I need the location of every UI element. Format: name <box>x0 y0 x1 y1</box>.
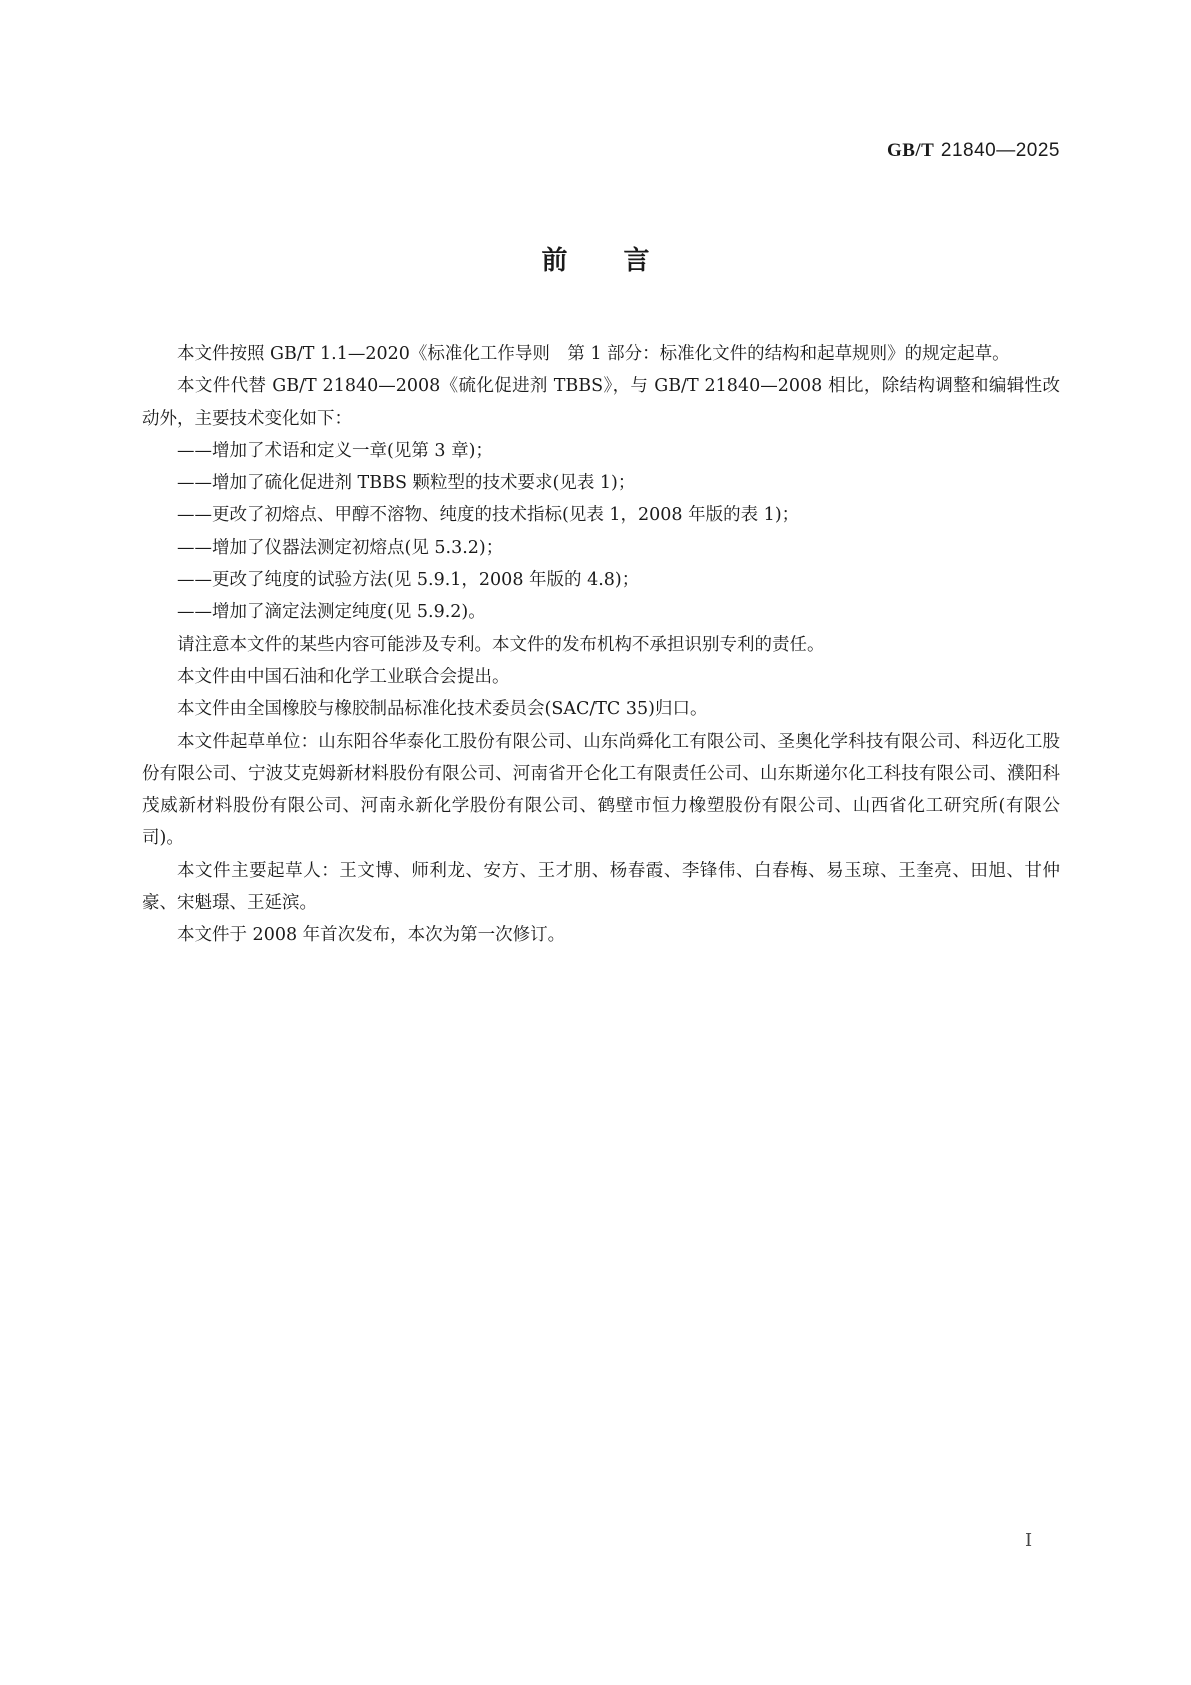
changes-list <box>142 435 1060 629</box>
change-item: ——增加了滴定法测定纯度(见 5.9.2)。 <box>177 602 486 623</box>
standard-number: 21840—2025 <box>940 140 1060 161</box>
patent-notice: 请注意本文件的某些内容可能涉及专利。本文件的发布机构不承担识别专利的责任。 <box>177 634 825 655</box>
change-item: ——增加了仪器法测定初熔点(见 5.3.2)； <box>177 537 504 558</box>
drafters-paragraph: 本文件主要起草人：王文博、师利龙、安方、王才朋、杨春霞、李锋伟、白春梅、易玉琼、王奎亮、田旭、甘仲豪、宋魁璟、王延滨。 <box>142 860 1060 914</box>
foreword-body <box>142 338 1060 952</box>
standard-code <box>887 139 1060 162</box>
replacement-paragraph: 本文件代替 GB/T 21840—2008《硫化促进剂 TBBS》，与 GB/T 21840—2008 相比，除结构调整和编辑性改动外，主要技术变化如下： <box>142 376 1060 429</box>
page-number: I <box>1025 1530 1033 1551</box>
page-title: 前言 <box>541 246 706 276</box>
committee-paragraph: 本文件由全国橡胶与橡胶制品标准化技术委员会(SAC/TC 35)归口。 <box>177 699 708 720</box>
change-item: ——增加了硫化促进剂 TBBS 颗粒型的技术要求(见表 1)； <box>177 473 636 494</box>
drafting-units-paragraph: 本文件起草单位：山东阳谷华泰化工股份有限公司、山东尚舜化工有限公司、圣奥化学科技有限公司、科迈化工股份有限公司、宁波艾克姆新材料股份有限公司、河南省开仑化工有限责任公司、山东斯递尔化工科技有限公司、濮阳科茂威新材料股份有限公司、河南永新化学股份有限公司、鹤壁市恒力橡塑股份有限公司、山西省化工研究所(有限公司)。 <box>142 731 1060 849</box>
change-item: ——更改了纯度的试验方法(见 5.9.1，2008 年版的 4.8)； <box>177 570 640 591</box>
history-paragraph: 本文件于 2008 年首次发布，本次为第一次修订。 <box>177 925 566 946</box>
standard-prefix: GB/T <box>886 140 935 161</box>
change-item: ——增加了术语和定义一章(见第 3 章)； <box>177 440 493 461</box>
change-item: ——更改了初熔点、甲醇不溶物、纯度的技术指标(见表 1，2008 年版的表 1)； <box>177 505 800 526</box>
proposer-paragraph: 本文件由中国石油和化学工业联合会提出。 <box>177 666 510 687</box>
drafting-rules-paragraph: 本文件按照 GB/T 1.1—2020《标准化工作导则 第 1 部分：标准化文件的结构和起草规则》的规定起草。 <box>177 344 1010 364</box>
